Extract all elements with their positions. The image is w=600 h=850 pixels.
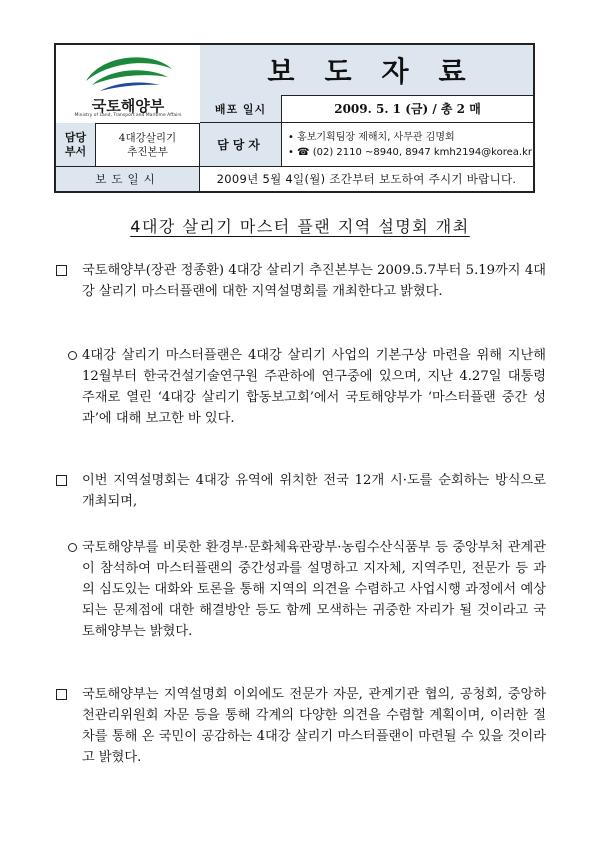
- release-label: 배포 일시: [200, 95, 282, 123]
- dept-label: [56, 123, 96, 167]
- paragraph-text: 4대강 살리기 마스터플랜은 4대강 살리기 사업의 기본구상 마련을 위해 지난해 12월부터 한국건설기술연구원 주관하에 연구중에 있으며, 지난 4.27일 대통령 주재로 열린 ‘4대강 살리기 합동보고회’에서 국토해양부가 ‘마스터플랜 중간 성과’에 대해 보고한 바 있다.: [82, 348, 546, 426]
- contact-line-1: • 홍보기획팀장 제해치, 사무관 김명회: [288, 131, 455, 143]
- header-table: [54, 43, 535, 193]
- document-title: 보도자료: [267, 55, 496, 88]
- logo-text-korean: 국토해양부: [91, 97, 165, 115]
- dept-label-line2: 부서: [64, 144, 87, 158]
- dept-value-line1: 4대강살리기: [118, 131, 177, 144]
- circle-bullet-icon: [56, 345, 77, 367]
- paragraph-text: 국토해양부(장관 정종환) 4대강 살리기 추진본부는 2009.5.7부터 5.19까지 4대강 살리기 마스터플랜에 대한 지역설명회를 개최한다고 밝혔다.: [82, 263, 546, 299]
- paragraph-3: [56, 470, 546, 512]
- dept-label-line1: 담당: [64, 130, 87, 144]
- release-value: 2009. 5. 1 (금) / 총 2 매: [282, 95, 533, 123]
- title-cell: [200, 45, 533, 96]
- square-bullet-icon: [56, 260, 67, 283]
- square-bullet-icon: [56, 684, 67, 707]
- ministry-logo: [56, 45, 201, 124]
- paragraph-5: [56, 684, 546, 768]
- paragraph-text: 국토해양부는 지역설명회 이외에도 전문가 자문, 관계기관 협의, 공청회, 중앙하천관리위원회 자문 등을 통해 각계의 다양한 의견을 수렴할 계획이며, 이러한 절차를 통해 온 국민이 공감하는 4대강 살리기 마스터플랜이 마련될 수 있을 것이라고 밝혔다.: [82, 687, 546, 765]
- paragraph-text: 이번 지역설명회는 4대강 유역에 위치한 전국 12개 시·도를 순회하는 방식으로 개최되며,: [82, 473, 546, 509]
- contact-label: 담당자: [200, 123, 282, 167]
- headline: [0, 214, 600, 237]
- square-bullet-icon: [56, 470, 67, 493]
- paragraph-2: [56, 345, 546, 429]
- report-date-label: 보도일시: [56, 167, 200, 191]
- contact-line-2: • ☎ (02) 2110 ~8940, 8947 kmh2194@korea.kr: [288, 146, 532, 158]
- paragraph-1: [56, 260, 546, 302]
- paragraph-text: 국토해양부를 비롯한 환경부·문화체육관광부·농림수산식품부 등 중앙부처 관계관이 참석하여 마스터플랜의 중간성과를 설명하고 지자체, 지역주민, 전문가 등 과의 심도있는 대화와 토론을 통해 지역의 의견을 수렴하고 사업시행 과정에서 예상되는 문제점에 대한 해결방안 등도 함께 모색하는 귀중한 자리가 될 것이라고 국토해양부는 밝혔다.: [82, 540, 546, 639]
- circle-bullet-icon: [56, 537, 77, 559]
- headline-text: 4대강 살리기 마스터 플랜 지역 설명회 개최: [130, 217, 470, 236]
- ministry-emblem-icon: [78, 51, 178, 95]
- dept-value: [96, 123, 200, 167]
- logo-text-english: Ministry of Land, Transport and Maritime Affairs: [74, 113, 182, 118]
- paragraph-4: [56, 537, 546, 642]
- contact-value: [282, 123, 533, 167]
- report-date-value: 2009년 5월 4일(월) 조간부터 보도하여 주시기 바랍니다.: [216, 172, 517, 186]
- dept-value-line2: 추진본부: [127, 145, 168, 158]
